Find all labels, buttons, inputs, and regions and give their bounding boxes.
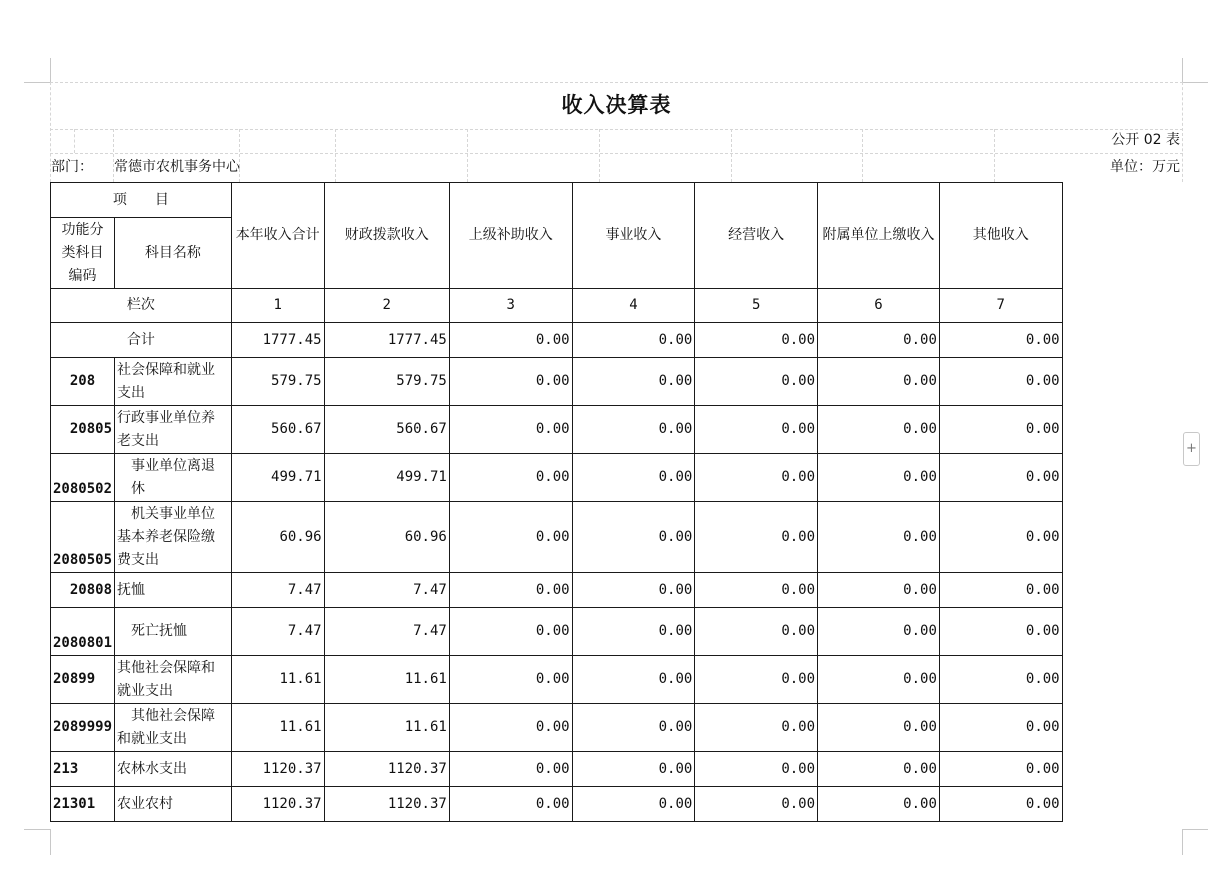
cell-value: 0.00 (939, 502, 1062, 573)
cell-value: 0.00 (939, 752, 1062, 787)
gridline (467, 129, 468, 182)
cell-value: 0.00 (939, 454, 1062, 502)
cell-value: 0.00 (695, 787, 818, 822)
cell-value: 0.00 (695, 323, 818, 358)
column-number: 7 (939, 289, 1062, 323)
column-number: 3 (449, 289, 572, 323)
cell-value: 0.00 (939, 656, 1062, 704)
total-row (51, 323, 1232, 358)
cell-value: 0.00 (449, 608, 572, 656)
cell-value: 560.67 (231, 406, 324, 454)
cell-value: 7.47 (231, 608, 324, 656)
func-code: 2089999 (51, 704, 115, 752)
cell-value: 0.00 (449, 573, 572, 608)
cell-value: 0.00 (572, 454, 695, 502)
cell-value: 0.00 (449, 454, 572, 502)
item-header: 项 目 (51, 183, 232, 218)
column-number: 4 (572, 289, 695, 323)
func-code: 2080801 (51, 608, 115, 656)
column-number: 5 (695, 289, 818, 323)
cell-value: 0.00 (818, 656, 940, 704)
crop-mark (1182, 829, 1183, 855)
cell-value: 0.00 (818, 323, 940, 358)
table-number: 公开 02 表 (1111, 132, 1180, 148)
cell-value: 0.00 (818, 573, 940, 608)
cell-value: 60.96 (324, 502, 449, 573)
table-row (51, 454, 1232, 502)
gridline (862, 129, 863, 182)
cell-value: 0.00 (449, 787, 572, 822)
col-header-other: 其他收入 (939, 183, 1062, 289)
func-code: 20805 (51, 406, 115, 454)
table-row (51, 608, 1232, 656)
cell-value: 0.00 (695, 454, 818, 502)
cell-value: 1120.37 (324, 752, 449, 787)
cell-value: 1120.37 (231, 787, 324, 822)
subject-name: 死亡抚恤 (115, 608, 232, 656)
cell-value: 0.00 (572, 502, 695, 573)
crop-mark (1182, 58, 1183, 83)
cell-value: 7.47 (324, 573, 449, 608)
func-code: 213 (51, 752, 115, 787)
row-number-label: 栏次 (51, 289, 232, 323)
cell-value: 0.00 (939, 323, 1062, 358)
cell-value: 0.00 (818, 358, 940, 406)
income-statement-table (50, 182, 1232, 822)
cell-value: 0.00 (818, 406, 940, 454)
cell-value: 11.61 (231, 704, 324, 752)
cell-value: 0.00 (939, 704, 1062, 752)
col-header-superior-subsidy: 上级补助收入 (449, 183, 572, 289)
cell-value: 0.00 (939, 358, 1062, 406)
cell-value: 1777.45 (324, 323, 449, 358)
cell-value: 560.67 (324, 406, 449, 454)
table-body (51, 323, 1232, 822)
crop-mark (24, 829, 51, 830)
subject-name: 行政事业单位养老支出 (115, 406, 232, 454)
cell-value: 0.00 (695, 358, 818, 406)
cell-value: 0.00 (695, 406, 818, 454)
crop-mark (50, 58, 51, 83)
subject-name-header: 科目名称 (115, 218, 232, 289)
plus-icon: + (1186, 441, 1197, 456)
cell-value: 60.96 (231, 502, 324, 573)
subject-name: 抚恤 (115, 573, 232, 608)
col-header-affiliated: 附属单位上缴收入 (818, 183, 940, 289)
subject-name: 社会保障和就业支出 (115, 358, 232, 406)
cell-value: 0.00 (449, 406, 572, 454)
cell-value: 499.71 (324, 454, 449, 502)
cell-value: 0.00 (572, 704, 695, 752)
cell-value: 0.00 (572, 787, 695, 822)
cell-value: 0.00 (449, 502, 572, 573)
cell-value: 7.47 (324, 608, 449, 656)
cell-value: 0.00 (818, 502, 940, 573)
cell-value: 499.71 (231, 454, 324, 502)
cell-value: 11.61 (324, 656, 449, 704)
subject-name: 农业农村 (115, 787, 232, 822)
gridline (994, 129, 995, 182)
cell-value: 579.75 (324, 358, 449, 406)
table-row (51, 406, 1232, 454)
column-number: 6 (818, 289, 940, 323)
table-row (51, 573, 1232, 608)
crop-mark (1182, 829, 1208, 830)
cell-value: 0.00 (572, 656, 695, 704)
table-row (51, 358, 1232, 406)
cell-value: 0.00 (695, 656, 818, 704)
func-code: 20808 (51, 573, 115, 608)
cell-value: 0.00 (572, 752, 695, 787)
col-header-fiscal: 财政拨款收入 (324, 183, 449, 289)
cell-value: 0.00 (572, 406, 695, 454)
cell-value: 0.00 (695, 752, 818, 787)
func-code: 20899 (51, 656, 115, 704)
col-header-business: 事业收入 (572, 183, 695, 289)
gridline (74, 129, 75, 153)
cell-value: 0.00 (818, 787, 940, 822)
table-header (51, 183, 1232, 323)
cell-value: 0.00 (572, 358, 695, 406)
gridline (599, 129, 600, 182)
column-number: 1 (231, 289, 324, 323)
page-title: 收入决算表 (561, 92, 672, 117)
cell-value: 0.00 (449, 656, 572, 704)
cell-value: 11.61 (231, 656, 324, 704)
cell-value: 11.61 (324, 704, 449, 752)
department-label: 部门： (51, 159, 93, 175)
cell-value: 0.00 (818, 752, 940, 787)
crop-mark (50, 829, 51, 855)
cell-value: 0.00 (939, 573, 1062, 608)
cell-value: 0.00 (449, 323, 572, 358)
crop-mark (24, 82, 51, 83)
func-code: 2080505 (51, 502, 115, 573)
cell-value: 0.00 (939, 406, 1062, 454)
crop-mark (1182, 82, 1208, 83)
cell-value: 579.75 (231, 358, 324, 406)
gridline (731, 129, 732, 182)
table-row (51, 787, 1232, 822)
cell-value: 0.00 (449, 358, 572, 406)
expand-button[interactable] (1183, 432, 1200, 466)
cell-value: 0.00 (695, 502, 818, 573)
subject-name: 其他社会保障和就业支出 (115, 704, 232, 752)
func-code: 208 (51, 358, 115, 406)
cell-value: 0.00 (695, 573, 818, 608)
table-row (51, 752, 1232, 787)
cell-value: 0.00 (572, 608, 695, 656)
col-header-operating: 经营收入 (695, 183, 818, 289)
cell-value: 0.00 (449, 704, 572, 752)
cell-value: 0.00 (572, 323, 695, 358)
cell-value: 1120.37 (231, 752, 324, 787)
table-row (51, 704, 1232, 752)
func-code: 2080502 (51, 454, 115, 502)
cell-value: 1120.37 (324, 787, 449, 822)
column-number: 2 (324, 289, 449, 323)
total-label: 合计 (51, 323, 232, 358)
cell-value: 0.00 (939, 787, 1062, 822)
subject-name: 事业单位离退休 (115, 454, 232, 502)
cell-value: 0.00 (939, 608, 1062, 656)
col-header-total: 本年收入合计 (231, 183, 324, 289)
cell-value: 1777.45 (231, 323, 324, 358)
cell-value: 0.00 (572, 573, 695, 608)
cell-value: 0.00 (818, 704, 940, 752)
cell-value: 0.00 (818, 608, 940, 656)
gridline (50, 82, 1183, 83)
cell-value: 0.00 (695, 704, 818, 752)
subject-name: 机关事业单位基本养老保险缴费支出 (115, 502, 232, 573)
cell-value: 7.47 (231, 573, 324, 608)
gridline (50, 129, 1183, 130)
gridline (335, 129, 336, 182)
cell-value: 0.00 (695, 608, 818, 656)
func-code-header: 功能分类科目编码 (51, 218, 115, 289)
table-row (51, 656, 1232, 704)
subject-name: 其他社会保障和就业支出 (115, 656, 232, 704)
gridline (50, 153, 1183, 154)
cell-value: 0.00 (818, 454, 940, 502)
department-name: 常德市农机事务中心 (114, 159, 240, 175)
unit-label: 单位：万元 (1110, 159, 1180, 175)
cell-value: 0.00 (449, 752, 572, 787)
func-code: 21301 (51, 787, 115, 822)
table-row (51, 502, 1232, 573)
subject-name: 农林水支出 (115, 752, 232, 787)
